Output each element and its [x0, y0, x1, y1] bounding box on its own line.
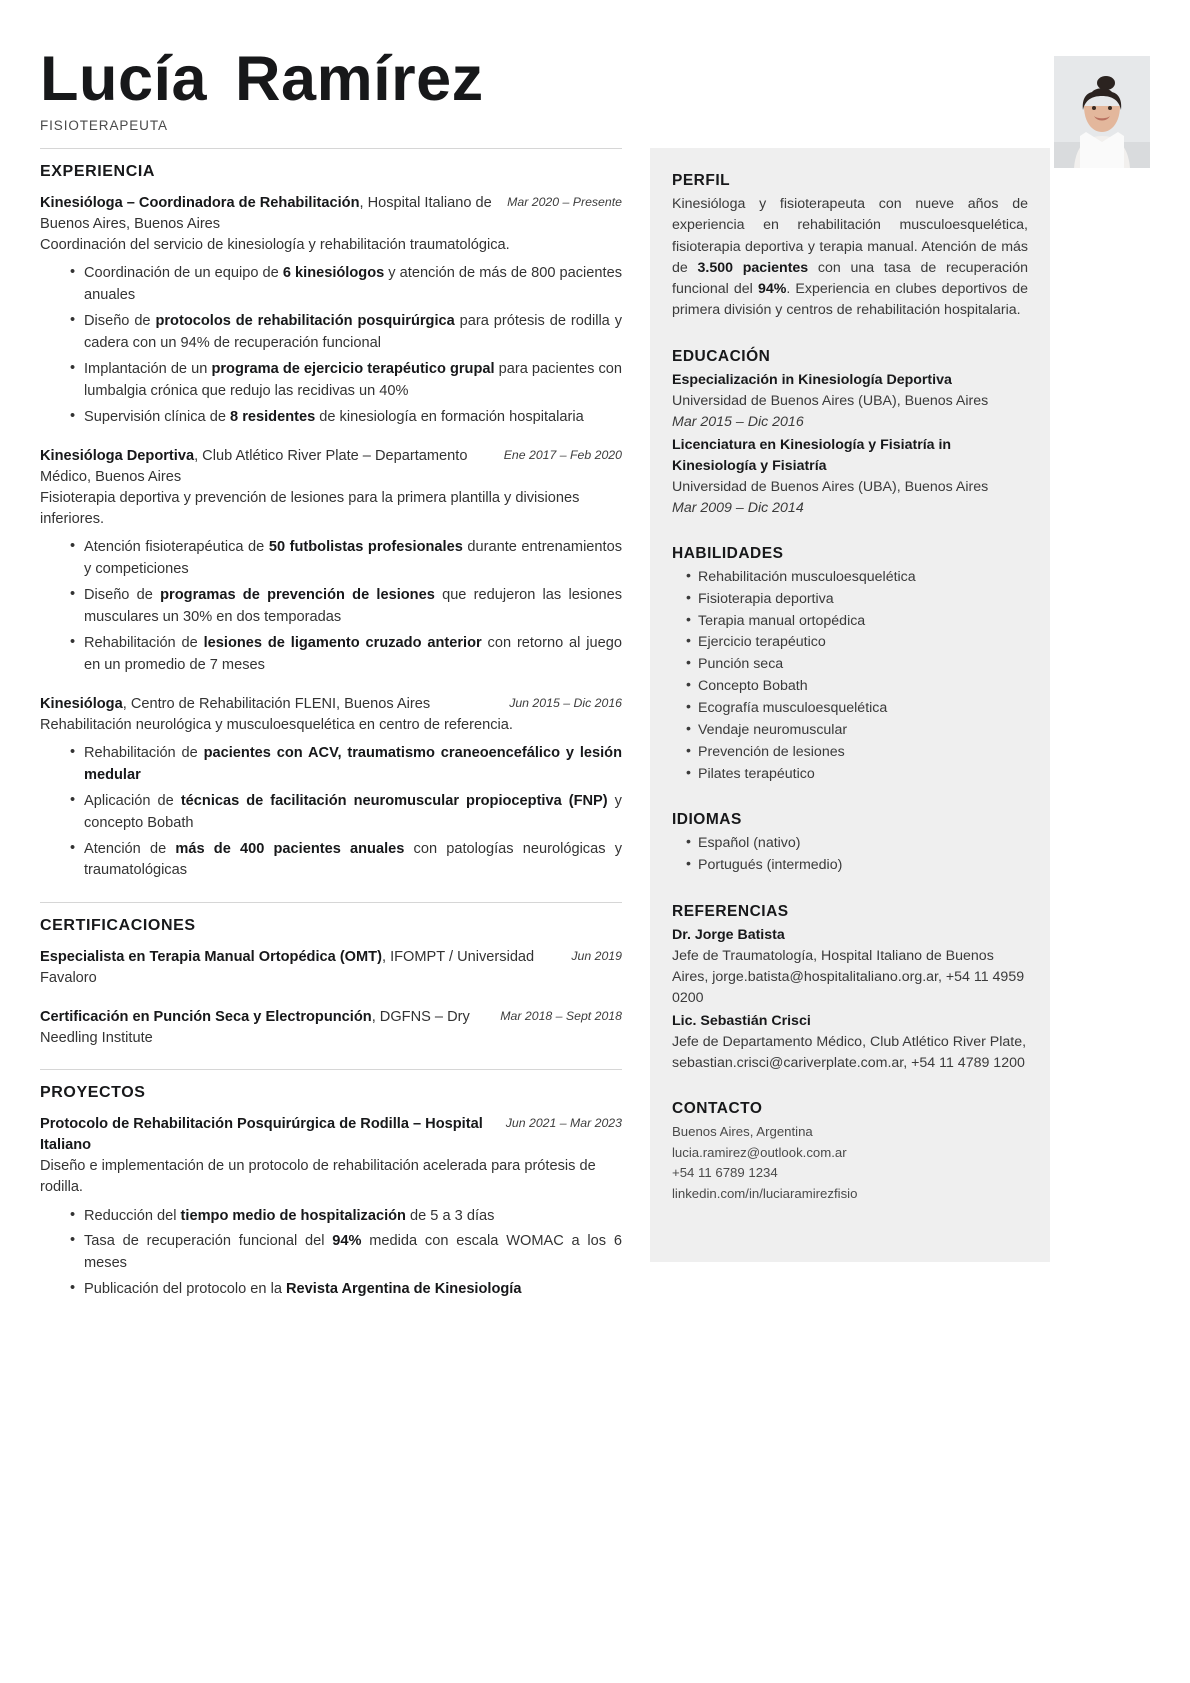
list-item	[70, 1231, 622, 1275]
section-divider	[40, 1069, 622, 1070]
list-item	[70, 1206, 622, 1228]
profile-mid: con una tasa de recuperación funcional del	[672, 259, 1028, 298]
project-entry	[40, 1114, 622, 1301]
entry-employer: , Centro de Rehabilitación FLENI, Buenos Aires	[122, 695, 431, 712]
bullet-bold: más de 400 pacientes anuales	[175, 840, 405, 857]
bullet-pre: Atención de	[84, 840, 176, 857]
entry-header	[40, 1114, 622, 1156]
sidebar-heading-contact: CONTACTO	[672, 1100, 763, 1118]
bullet-post: y concepto Bobath	[84, 792, 622, 831]
contact-email[interactable]: lucia.ramirez@outlook.com.ar	[672, 1144, 847, 1160]
bullet-bold: tiempo medio de hospitalización	[180, 1207, 406, 1224]
bullet-pre: Aplicación de	[84, 792, 181, 809]
list-item: • Prevención de lesiones	[686, 742, 1028, 764]
entry-employer: , Club Atlético River Plate – Departamento Médico, Buenos Aires	[40, 447, 468, 485]
reference-entry	[672, 925, 1028, 1009]
profile-post: . Experiencia en clubes deportivos de primera división y centros de rehabilitación hospitalaria.	[672, 281, 1029, 319]
sidebar-section-references	[672, 903, 1028, 1074]
entry-header	[40, 193, 622, 235]
contact-location: Buenos Aires, Argentina	[672, 1124, 813, 1140]
sidebar-heading-references: REFERENCIAS	[672, 903, 789, 921]
entry-description: Coordinación del servicio de kinesiología y rehabilitación traumatológica.	[40, 237, 510, 254]
bullet-post: con retorno al juego en un promedio de 7 meses	[84, 634, 622, 673]
entry-role: Kinesióloga	[40, 695, 123, 712]
entry-employer: , Hospital Italiano de Buenos Aires, Buenos Aires	[40, 195, 492, 233]
bullet-post: con patologías neurológicas y traumatológicas	[84, 840, 622, 879]
sidebar-section-profile	[672, 172, 1028, 322]
sidebar	[650, 148, 1050, 1262]
certification-entry	[40, 1007, 622, 1049]
avatar	[1054, 56, 1150, 168]
sidebar-section-skills	[672, 545, 1028, 786]
languages-list	[672, 833, 1028, 877]
education-entry	[672, 370, 1028, 433]
bullet-post: durante entrenamientos y competiciones	[84, 539, 623, 578]
entry-role: Kinesióloga – Coordinadora de Rehabilitación	[40, 195, 360, 211]
certification-issuer: , DGFNS – Dry Needling Institute	[40, 1008, 470, 1046]
bullet-pre: Rehabilitación de	[84, 744, 204, 761]
bullet-bold: programas de prevención de lesiones	[160, 587, 435, 604]
list-item	[70, 311, 622, 355]
list-item	[70, 1279, 622, 1301]
bullet-bold: protocolos de rehabilitación posquirúrgica	[155, 313, 455, 330]
entry-date: Mar 2020 – Presente	[507, 195, 622, 209]
bullet-post: medida con escala WOMAC a los 6 meses	[84, 1233, 622, 1272]
bullet-post: de 5 a 3 días	[405, 1207, 495, 1224]
list-item	[70, 585, 622, 629]
entry-date: Jun 2019	[571, 949, 622, 964]
profile-text	[672, 194, 1028, 322]
bullet-post: y atención de más de 800 pacientes anuales	[84, 265, 623, 304]
bullet-bold: programa de ejercicio terapéutico grupal	[211, 361, 495, 378]
education-school: Universidad de Buenos Aires (UBA), Buenos Aires	[672, 392, 989, 409]
education-entry	[672, 435, 1028, 519]
entry-header	[40, 947, 622, 989]
list-item	[70, 407, 622, 429]
list-item	[70, 791, 622, 835]
entry-description: Diseño e implementación de un protocolo de rehabilitación acelerada para prótesis de rodilla.	[40, 1158, 596, 1196]
main-column	[40, 148, 640, 1321]
education-date: Mar 2015 – Dic 2016	[672, 413, 804, 430]
section-divider	[40, 902, 622, 903]
experience-entry	[40, 694, 622, 883]
page-title: Lucía Ramírez	[40, 44, 484, 114]
bullet-bold: 6 kinesiólogos	[282, 265, 385, 282]
list-item: • Vendaje neuromuscular	[686, 720, 1028, 742]
entry-header	[40, 1007, 622, 1049]
entry-bullets	[40, 743, 622, 882]
job-title: FISIOTERAPEUTA	[40, 118, 168, 134]
list-item	[70, 537, 622, 581]
entry-description: Rehabilitación neurológica y musculoesquelética en centro de referencia.	[40, 716, 513, 733]
sidebar-section-languages	[672, 811, 1028, 877]
sidebar-heading-skills: HABILIDADES	[672, 544, 784, 562]
reference-detail: Jefe de Departamento Médico, Club Atlético River Plate, sebastian.crisci@cariverplate.com.ar, +54 11 4789 1200	[672, 1034, 1027, 1072]
entry-bullets	[40, 537, 622, 676]
list-item: • Español (nativo)	[686, 833, 1028, 855]
section-divider	[40, 148, 622, 149]
entry-header	[40, 694, 622, 715]
bullet-pre: Implantación de un	[84, 361, 212, 378]
section-heading-projects: PROYECTOS	[40, 1083, 146, 1101]
entry-role: Kinesióloga Deportiva	[40, 447, 195, 464]
contact-phone[interactable]: +54 11 6789 1234	[672, 1165, 778, 1181]
list-item: • Fisioterapia deportiva	[686, 589, 1028, 611]
profile-pre: Kinesióloga y fisioterapeuta con nueve años de experiencia en rehabilitación musculoesquelética, fisioterapia deportiva y terapia manual. Atención de más de	[672, 196, 1028, 276]
bullet-pre: Rehabilitación de	[84, 634, 204, 651]
section-heading-experience: EXPERIENCIA	[40, 163, 156, 180]
sidebar-heading-profile: PERFIL	[672, 172, 731, 189]
list-item	[70, 743, 622, 787]
reference-entry	[672, 1011, 1028, 1074]
bullet-pre: Diseño de	[84, 587, 161, 604]
resume-header	[0, 0, 1190, 148]
list-item	[70, 263, 622, 307]
portrait-photo-icon	[1054, 56, 1150, 168]
list-item: • Ecografía musculoesquelética	[686, 698, 1028, 720]
reference-detail: Jefe de Traumatología, Hospital Italiano de Buenos Aires, jorge.batista@hospitalitaliano.org.ar, +54 11 4959 0200	[672, 948, 1025, 1007]
education-degree: Licenciatura en Kinesiología y Fisiatría in Kinesiología y Fisiatría	[672, 436, 952, 474]
resume-body	[0, 148, 1190, 1321]
contact-linkedin[interactable]: linkedin.com/in/luciaramirezfisio	[672, 1185, 858, 1201]
section-experience	[40, 148, 622, 882]
bullet-post: para pacientes con lumbalgia crónica que redujo las recidivas un 40%	[84, 361, 622, 399]
entry-header	[40, 446, 622, 488]
bullet-pre: Coordinación de un equipo de	[84, 265, 283, 282]
bullet-pre: Atención fisioterapéutica de	[84, 539, 269, 556]
profile-metric-rate: 94%	[757, 281, 787, 298]
bullet-pre: Diseño de	[84, 313, 156, 330]
entry-title	[40, 947, 622, 989]
bullet-post: para prótesis de rodilla y cadera con un 94% de recuperación funcional	[84, 313, 622, 352]
education-school: Universidad de Buenos Aires (UBA), Buenos Aires	[672, 478, 989, 495]
entry-description: Fisioterapia deportiva y prevención de lesiones para la primera plantilla y divisiones inferiores.	[40, 490, 580, 528]
bullet-pre: Reducción del	[84, 1207, 181, 1224]
skills-list	[672, 567, 1028, 786]
bullet-bold: 94%	[332, 1233, 362, 1250]
education-degree: Especialización in Kinesiología Deportiva	[672, 371, 952, 388]
list-item: • Pilates terapéutico	[686, 764, 1028, 786]
entry-bullets	[40, 1206, 622, 1302]
entry-date: Jun 2015 – Dic 2016	[509, 695, 622, 710]
bullet-pre: Publicación del protocolo en la	[84, 1281, 287, 1298]
sidebar-heading-languages: IDIOMAS	[672, 811, 742, 829]
entry-date: Jun 2021 – Mar 2023	[505, 1115, 622, 1130]
bullet-bold: 8 residentes	[230, 408, 316, 425]
list-item	[70, 633, 622, 677]
certification-entry	[40, 947, 622, 989]
reference-name: Lic. Sebastián Crisci	[672, 1013, 811, 1030]
reference-name: Dr. Jorge Batista	[672, 927, 785, 944]
bullet-pre: Tasa de recuperación funcional del	[84, 1233, 333, 1250]
profile-metric-patients: 3.500 pacientes	[697, 259, 809, 276]
bullet-pre: Supervisión clínica de	[84, 408, 231, 425]
certification-issuer: , IFOMPT / Universidad Favaloro	[40, 949, 535, 987]
project-name: Protocolo de Rehabilitación Posquirúrgica de Rodilla – Hospital Italiano	[40, 1115, 483, 1154]
list-item: • Rehabilitación musculoesquelética	[686, 567, 1028, 589]
sidebar-heading-education: EDUCACIÓN	[672, 347, 771, 365]
sidebar-section-education	[672, 348, 1028, 519]
bullet-bold: lesiones de ligamento cruzado anterior	[203, 634, 482, 651]
experience-entry	[40, 446, 622, 677]
entry-date: Ene 2017 – Feb 2020	[503, 447, 622, 462]
bullet-post: de kinesiología en formación hospitalaria	[315, 408, 584, 425]
section-certifications	[40, 902, 622, 1049]
list-item: • Terapia manual ortopédica	[686, 611, 1028, 633]
bullet-bold: pacientes con ACV, traumatismo craneoencefálico y lesión medular	[84, 744, 622, 783]
entry-bullets	[40, 263, 622, 428]
certification-name: Especialista en Terapia Manual Ortopédica (OMT)	[40, 949, 382, 966]
list-item: • Ejercicio terapéutico	[686, 632, 1028, 654]
list-item	[70, 839, 622, 883]
experience-entry	[40, 193, 622, 429]
sidebar-section-contact	[672, 1100, 1028, 1204]
list-item: • Concepto Bobath	[686, 676, 1028, 698]
entry-date: Mar 2018 – Sept 2018	[500, 1008, 622, 1023]
section-heading-certifications: CERTIFICACIONES	[40, 917, 196, 935]
bullet-post: que redujeron las lesiones musculares un 30% en dos temporadas	[84, 587, 622, 625]
bullet-bold: 50 futbolistas profesionales	[268, 539, 463, 556]
education-date: Mar 2009 – Dic 2014	[672, 499, 804, 516]
bullet-bold: técnicas de facilitación neuromuscular propioceptiva (FNP)	[180, 792, 608, 809]
list-item: • Punción seca	[686, 654, 1028, 676]
list-item: • Portugués (intermedio)	[686, 855, 1028, 877]
list-item	[70, 359, 622, 403]
bullet-bold: Revista Argentina de Kinesiología	[286, 1281, 522, 1298]
section-projects	[40, 1069, 622, 1301]
certification-name: Certificación en Punción Seca y Electropunción	[40, 1008, 372, 1025]
